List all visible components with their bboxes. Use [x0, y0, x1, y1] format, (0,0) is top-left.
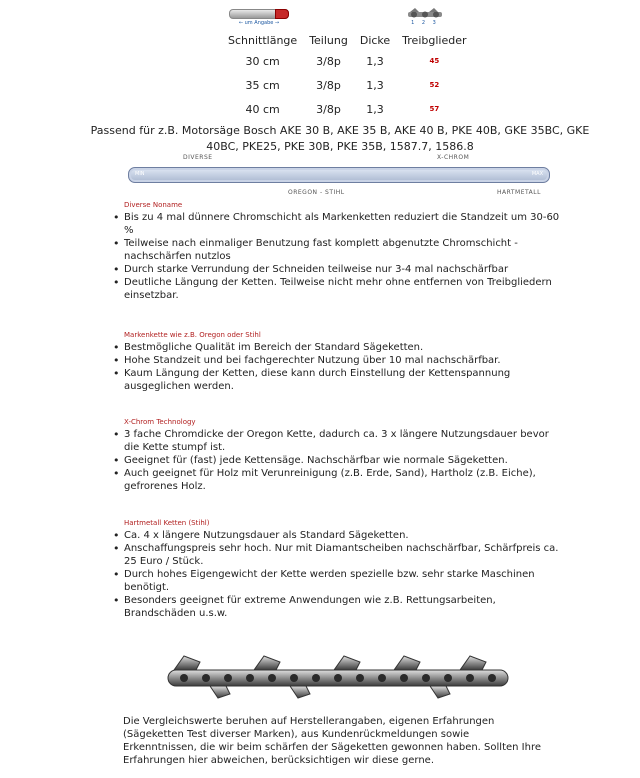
scale-min: MIN [135, 171, 145, 177]
list-item: • Bis zu 4 mal dünnere Chromschicht als Markenketten reduziert die Standzeit um 30-60 % [113, 211, 563, 237]
cell-pitch: 3/8p [316, 78, 341, 92]
list-item: • Hohe Standzeit und bei fachgerechter Nutzung über 10 mal nachschärfbar. [113, 354, 563, 367]
table-row [222, 73, 473, 97]
section-title: X-Chrom Technology [124, 418, 196, 426]
cell-drive-links: 57 [429, 105, 440, 113]
footer-note: Die Vergleichswerte beruhen auf Herstellerangaben, eigenen Erfahrungen (Sägeketten Test diverser Marken), aus Kundenrückmeldungen sowie Erkenntnissen, die wir beim schärfen der Sägeketten gewonnen haben. Sollten Ihre Erfahrungen hier abweichen, berücksichtigen wir diese gerne. [123, 716, 541, 766]
list-item: • Besonders geeignet für extreme Anwendungen wie z.B. Rettungsarbeiten, Brandschäden u.s.w. [113, 594, 563, 620]
col-dicke: Dicke [359, 34, 391, 47]
quality-scale-bar [128, 167, 550, 183]
cell-length: 40 cm [245, 102, 280, 116]
cell-drive-links: 52 [429, 81, 440, 89]
col-teilung: Teilung [309, 34, 348, 47]
section-markenkette [113, 330, 563, 393]
section-title: Markenkette wie z.B. Oregon oder Stihl [124, 331, 261, 339]
list-item: • Durch hohes Eigengewicht der Kette werden spezielle bzw. sehr starke Maschinen benötigt. [113, 568, 563, 594]
section-hartmetall [113, 518, 563, 620]
scale-label-diverse: DIVERSE [183, 154, 213, 161]
cell-length: 35 cm [245, 78, 280, 92]
scale-max: MAX [531, 171, 543, 177]
list-item: • Anschaffungspreis sehr hoch. Nur mit Diamantscheiben nachschärfbar, Schärfpreis ca. 25 Euro / Stück. [113, 542, 563, 568]
spec-header-row [222, 32, 473, 49]
bar-caption: ← um Angabe → [238, 20, 280, 26]
table-row [222, 97, 473, 121]
list-item: • Geeignet für (fast) jede Kettensäge. Nachschärfbar wie normale Sägeketten. [113, 454, 563, 467]
guide-bar-icon [229, 6, 289, 28]
cell-length: 30 cm [245, 54, 280, 68]
chain-numbers: 1 2 3 [411, 20, 439, 26]
compatibility-text: Passend für z.B. Motorsäge Bosch AKE 30 B, AKE 35 B, AKE 40 B, PKE 40B, GKE 35BC, GKE 40BC, PKE25, PKE 30B, PKE 35B, 1587.7, 1586.8 [90, 124, 590, 153]
cell-gauge: 1,3 [366, 78, 384, 92]
chain-link-icon [405, 6, 445, 28]
list-item: • Teilweise nach einmaliger Benutzung fast komplett abgenutzte Chromschicht - nachschärfen nutzlos [113, 237, 563, 263]
list-item: • Kaum Längung der Ketten, diese kann durch Einstellung der Kettenspannung ausgeglichen werden. [113, 367, 563, 393]
list-item: • Deutliche Längung der Ketten. Teilweise nicht mehr ohne entfernen von Treibgliedern einsetzbar. [113, 276, 563, 302]
section-title: Hartmetall Ketten (Stihl) [124, 519, 210, 527]
list-item: • Durch starke Verrundung der Schneiden teilweise nur 3-4 mal nachschärfbar [113, 263, 563, 276]
scale-label-hartmetall: HARTMETALL [497, 189, 541, 196]
section-diverse-noname [113, 200, 563, 302]
cell-pitch: 3/8p [316, 102, 341, 116]
section-xchrom [113, 417, 563, 493]
section-title: Diverse Noname [124, 201, 183, 209]
list-item: • Bestmögliche Qualität im Bereich der Standard Sägeketten. [113, 341, 563, 354]
scale-label-oregon-stihl: OREGON - STIHL [288, 189, 345, 196]
col-treibglieder: Treibglieder [402, 34, 467, 47]
list-item: • 3 fache Chromdicke der Oregon Kette, dadurch ca. 3 x längere Nutzungsdauer bevor die Kette stumpf ist. [113, 428, 563, 454]
saw-chain-image [160, 652, 515, 702]
cell-gauge: 1,3 [366, 102, 384, 116]
cell-gauge: 1,3 [366, 54, 384, 68]
spec-table [222, 32, 473, 121]
table-row [222, 49, 473, 73]
cell-drive-links: 45 [429, 57, 440, 65]
scale-label-xchrom: X-CHROM [437, 154, 470, 161]
list-item: • Auch geeignet für Holz mit Verunreinigung (z.B. Erde, Sand), Hartholz (z.B. Eiche), gefrorenes Holz. [113, 467, 563, 493]
list-item: • Ca. 4 x längere Nutzungsdauer als Standard Sägeketten. [113, 529, 563, 542]
col-schnittlaenge: Schnittlänge [228, 34, 298, 47]
cell-pitch: 3/8p [316, 54, 341, 68]
